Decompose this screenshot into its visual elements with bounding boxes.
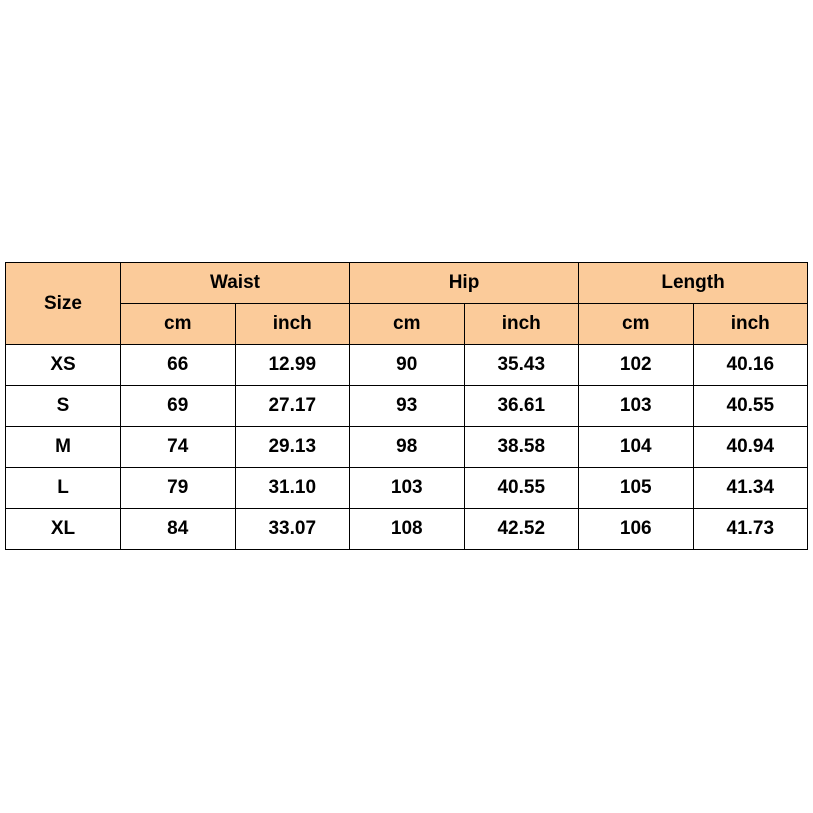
size-cell: M [6,427,121,468]
hip-inch-cell: 42.52 [464,509,579,550]
waist-inch-cell: 12.99 [235,345,350,386]
header-unit-length-inch: inch [693,304,808,345]
header-unit-hip-inch: inch [464,304,579,345]
table-row [6,345,808,386]
table-header [6,263,808,345]
hip-inch-cell: 35.43 [464,345,579,386]
hip-inch-cell: 38.58 [464,427,579,468]
header-size: Size [6,263,121,345]
header-unit-length-cm: cm [579,304,694,345]
hip-cm-cell: 98 [350,427,465,468]
size-cell: L [6,468,121,509]
length-cm-cell: 105 [579,468,694,509]
hip-inch-cell: 36.61 [464,386,579,427]
waist-inch-cell: 33.07 [235,509,350,550]
waist-cm-cell: 84 [121,509,236,550]
size-cell: S [6,386,121,427]
waist-cm-cell: 69 [121,386,236,427]
length-cm-cell: 102 [579,345,694,386]
header-length: Length [579,263,808,304]
table-row [6,509,808,550]
length-cm-cell: 104 [579,427,694,468]
hip-inch-cell: 40.55 [464,468,579,509]
length-inch-cell: 41.73 [693,509,808,550]
waist-cm-cell: 74 [121,427,236,468]
hip-cm-cell: 90 [350,345,465,386]
hip-cm-cell: 108 [350,509,465,550]
length-inch-cell: 40.55 [693,386,808,427]
length-inch-cell: 41.34 [693,468,808,509]
waist-cm-cell: 66 [121,345,236,386]
size-cell: XL [6,509,121,550]
header-group-row [6,263,808,304]
length-inch-cell: 40.16 [693,345,808,386]
header-unit-waist-inch: inch [235,304,350,345]
length-cm-cell: 106 [579,509,694,550]
waist-inch-cell: 29.13 [235,427,350,468]
hip-cm-cell: 93 [350,386,465,427]
table-body [6,345,808,550]
size-cell: XS [6,345,121,386]
length-cm-cell: 103 [579,386,694,427]
waist-inch-cell: 31.10 [235,468,350,509]
header-hip: Hip [350,263,579,304]
table-row [6,427,808,468]
waist-cm-cell: 79 [121,468,236,509]
header-unit-row [6,304,808,345]
hip-cm-cell: 103 [350,468,465,509]
table-row [6,386,808,427]
waist-inch-cell: 27.17 [235,386,350,427]
header-waist: Waist [121,263,350,304]
length-inch-cell: 40.94 [693,427,808,468]
header-unit-hip-cm: cm [350,304,465,345]
header-unit-waist-cm: cm [121,304,236,345]
table-row [6,468,808,509]
size-chart-table [5,262,808,550]
